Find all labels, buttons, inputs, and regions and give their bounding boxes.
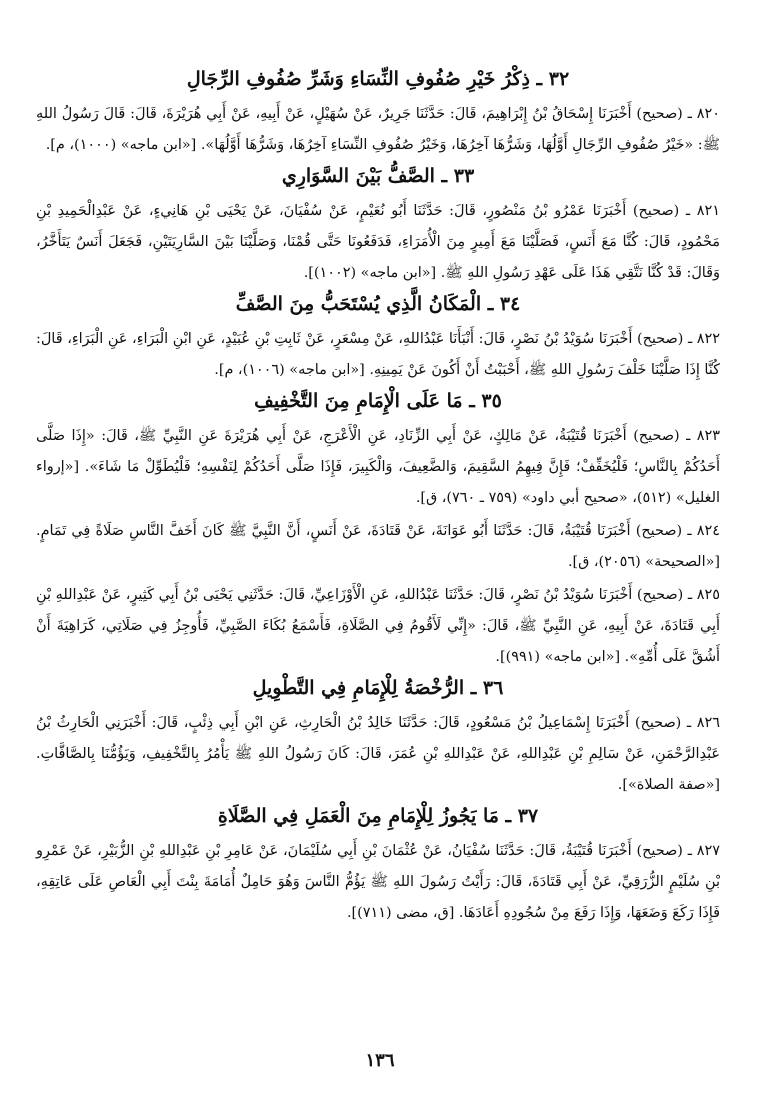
- hadith-823: ٨٢٣ ـ (صحيح) أَخْبَرَنَا قُتَيْبَةُ، عَنْ مَالِكٍ، عَنْ أَبِي الزِّنَادِ، عَنِ الْأَعْرَجِ، عَنْ أَبِي هُرَيْرَةَ عَنِ النَّبِيِّ ﷺ، قَالَ: «إِذَا صَلَّى أَحَدُكُمْ بِالنَّاسِ؛ فَلْيُخَفِّفْ؛ فَإِنَّ فِيهِمُ السَّقِيمَ، وَالضَّعِيفَ، وَالْكَبِيرَ، فَإِذَا صَلَّى أَحَدُكُمْ لِنَفْسِهِ؛ فَلْيُطَوِّلْ مَا شَاءَ». [«إرواء الغليل» (٥١٢)، «صحيح أبي داود» (٧٥٩ ـ ٧٦٠)، ق].: [36, 428, 720, 506]
- hadith-821: ٨٢١ ـ (صحيح) أَخْبَرَنَا عَمْرُو بْنُ مَنْصُورٍ، قَالَ: حَدَّثَنَا أَبُو نُعَيْمٍ، عَنْ سُفْيَانَ، عَنْ يَحْيَى بْنِ هَانِيءٍ، عَنْ عَبْدِالْحَمِيدِ بْنِ مَحْمُودٍ، قَالَ: كُنَّا مَعَ أَنَسٍ، فَصَلَّيْنَا مَعَ أَمِيرٍ مِنَ الْأُمَرَاءِ، فَدَفَعُونَا حَتَّى قُمْنَا، وَصَلَّيْنَا بَيْنَ السَّارِيَتَيْنِ، فَجَعَلَ أَنَسٌ يَتَأَخَّرُ، وَقَالَ: قَدْ كُنَّا نَتَّقِي هَذَا عَلَى عَهْدِ رَسُولِ اللهِ ﷺ. [«ابن ماجه» (١٠٠٢)].: [36, 203, 720, 281]
- hadith-820: ٨٢٠ ـ (صحيح) أَخْبَرَنَا إِسْحَاقُ بْنُ إِبْرَاهِيمَ، قَالَ: حَدَّثَنَا جَرِيرٌ، عَنْ سُهَيْلٍ، عَنْ أَبِيهِ، عَنْ أَبِي هُرَيْرَةَ، قَالَ: قَالَ رَسُولُ اللهِ ﷺ: «خَيْرُ صُفُوفِ الرِّجَالِ أَوَّلُهَا، وَشَرُّهَا آخِرُهَا، وَخَيْرُ صُفُوفِ النِّسَاءِ آخِرُهَا، وَشَرُّهَا أَوَّلُهَا». [«ابن ماجه» (١٠٠٠)، م].: [36, 106, 720, 153]
- chapter-heading-35: ٣٥ ـ مَا عَلَى الْإِمَامِ مِنَ التَّخْفِيفِ: [254, 390, 502, 412]
- chapter-heading-32: ٣٢ ـ ذِكْرُ خَيْرِ صُفُوفِ النِّسَاءِ وَشَرِّ صُفُوفِ الرِّجَالِ: [186, 68, 570, 90]
- chapter-heading-34: ٣٤ ـ الْمَكَانُ الَّذِي يُسْتَحَبُّ مِنَ الصَّفِّ: [235, 293, 521, 315]
- page-content: [36, 66, 720, 929]
- hadith-825: ٨٢٥ ـ (صحيح) أَخْبَرَنَا سُوَيْدُ بْنُ نَصْرٍ، قَالَ: حَدَّثَنَا عَبْدُاللهِ، عَنِ الْأَوْزَاعِيِّ، قَالَ: حَدَّثَنِي يَحْيَى بْنُ أَبِي كَثِيرٍ، عَنْ عَبْدِاللهِ بْنِ أَبِي قَتَادَةَ، عَنْ أَبِيهِ، عَنِ النَّبِيِّ ﷺ، قَالَ: «إِنِّي لَأَقُومُ فِي الصَّلَاةِ، فَأَسْمَعُ بُكَاءَ الصَّبِيِّ، فَأُوجِزُ فِي صَلَاتِي، كَرَاهِيَةَ أَنْ أَشُقَّ عَلَى أُمِّهِ». [«ابن ماجه» (٩٩١)].: [36, 587, 720, 665]
- chapter-heading-37: ٣٧ ـ مَا يَجُوزُ لِلْإِمَامِ مِنَ الْعَمَلِ فِي الصَّلَاةِ: [217, 805, 539, 827]
- chapter-heading-33: ٣٣ ـ الصَّفُّ بَيْنَ السَّوَارِي: [281, 165, 475, 187]
- chapter-heading-36: ٣٦ ـ الرُّخْصَةُ لِلْإِمَامِ فِي التَّطْوِيلِ: [252, 677, 504, 699]
- hadith-824: ٨٢٤ ـ (صحيح) أَخْبَرَنَا قُتَيْبَةُ، قَالَ: حَدَّثَنَا أَبُو عَوَانَةَ، عَنْ قَتَادَةَ، عَنْ أَنَسٍ، أَنَّ النَّبِيَّ ﷺ كَانَ أَخَفَّ النَّاسِ صَلَاةً فِي تَمَامٍ. [«الصحيحة» (٢٠٥٦)، ق].: [36, 523, 720, 570]
- hadith-822: ٨٢٢ ـ (صحيح) أَخْبَرَنَا سُوَيْدُ بْنُ نَصْرٍ، قَالَ: أَنْبَأَنَا عَبْدُاللهِ، عَنْ مِسْعَرٍ، عَنْ ثَابِتِ بْنِ عُبَيْدٍ، عَنِ ابْنِ الْبَرَاءِ، عَنِ الْبَرَاءِ، قَالَ: كُنَّا إِذَا صَلَّيْنَا خَلْفَ رَسُولِ اللهِ ﷺ، أَحْبَبْتُ أَنْ أَكُونَ عَنْ يَمِينِهِ. [«ابن ماجه» (١٠٠٦)، م].: [36, 331, 720, 378]
- page-number: ١٣٦: [365, 1050, 395, 1071]
- hadith-827: ٨٢٧ ـ (صحيح) أَخْبَرَنَا قُتَيْبَةُ، قَالَ: حَدَّثَنَا سُفْيَانُ، عَنْ عُثْمَانَ بْنِ أَبِي سُلَيْمَانَ، عَنْ عَامِرِ بْنِ عَبْدِاللهِ بْنِ الزُّبَيْرِ، عَنْ عَمْرِو بْنِ سُلَيْمٍ الزُّرَقِيِّ، عَنْ أَبِي قَتَادَةَ، قَالَ: رَأَيْتُ رَسُولَ اللهِ ﷺ يَؤُمُّ النَّاسَ وَهُوَ حَامِلٌ أُمَامَةَ بِنْتَ أَبِي الْعَاصِ عَلَى عَاتِقِهِ، فَإِذَا رَكَعَ وَضَعَهَا، وَإِذَا رَفَعَ مِنْ سُجُودِهِ أَعَادَهَا. [ق، مضى (٧١١)].: [36, 843, 720, 921]
- hadith-826: ٨٢٦ ـ (صحيح) أَخْبَرَنَا إِسْمَاعِيلُ بْنُ مَسْعُودٍ، قَالَ: حَدَّثَنَا خَالِدُ بْنُ الْحَارِثِ، عَنِ ابْنِ أَبِي ذِئْبٍ، قَالَ: أَخْبَرَنِي الْحَارِثُ بْنُ عَبْدِالرَّحْمَنِ، عَنْ سَالِمِ بْنِ عَبْدِاللهِ، عَنْ عَبْدِاللهِ بْنِ عُمَرَ، قَالَ: كَانَ رَسُولُ اللهِ ﷺ يَأْمُرُ بِالتَّخْفِيفِ، وَيَؤُمُّنَا بِالصَّافَّاتِ. [«صفة الصلاة»].: [36, 715, 720, 793]
